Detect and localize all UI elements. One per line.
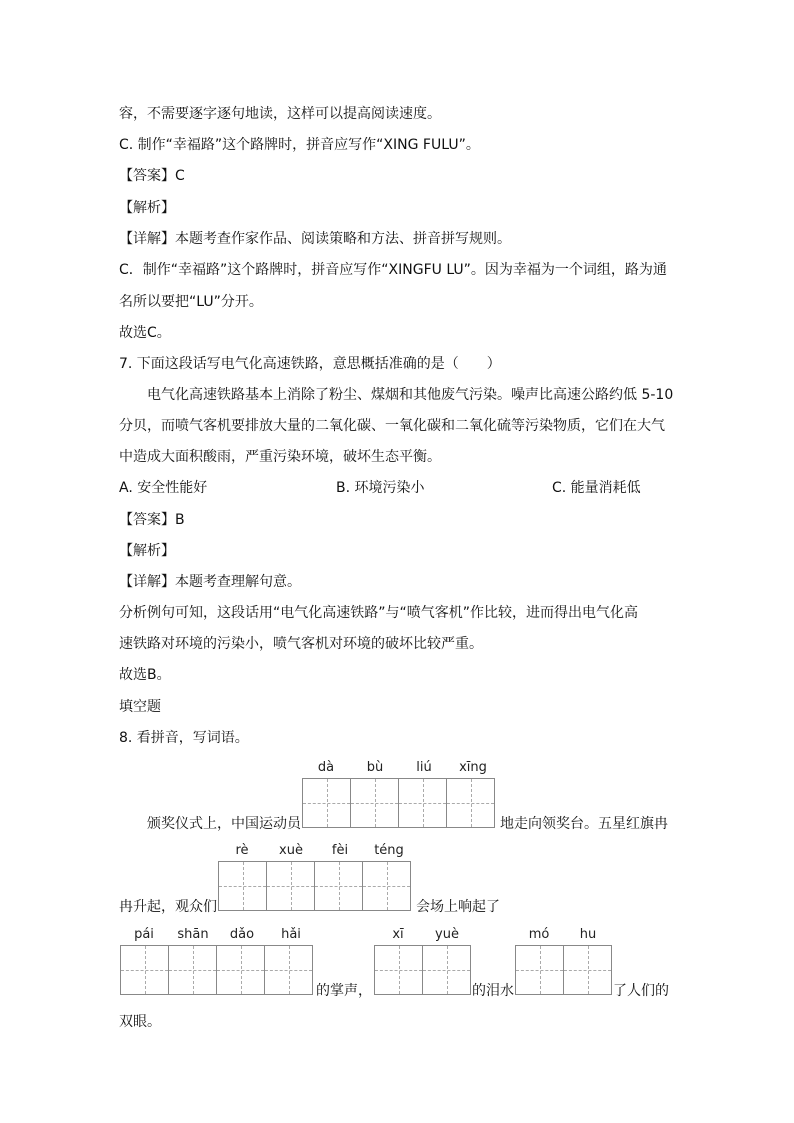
writing-cell[interactable] <box>351 779 399 827</box>
sentence-fragment: 的掌声， <box>316 983 372 999</box>
writing-cell[interactable] <box>399 779 447 827</box>
writing-cell[interactable] <box>363 862 411 910</box>
writing-cell[interactable] <box>219 862 267 910</box>
detail-line: 【详解】本题考查作家作品、阅读策略和方法、拼音拼写规则。 <box>119 231 511 247</box>
writing-cell[interactable] <box>267 862 315 910</box>
passage-line: 电气化高速铁路基本上消除了粉尘、煤烟和其他废气污染。噪声比高速公路约低 5-10 <box>147 387 674 403</box>
pinyin-label: xī <box>392 927 404 942</box>
pinyin-label: yuè <box>435 927 459 942</box>
conclusion-line: 故选C。 <box>119 325 171 341</box>
writing-cell[interactable] <box>447 779 495 827</box>
detail-line: 名所以要把“LU”分开。 <box>119 294 263 310</box>
sentence-fragment: 了人们的 <box>613 983 669 999</box>
writing-cell[interactable] <box>423 946 471 994</box>
pinyin-label: shān <box>177 927 209 942</box>
sentence-fragment: 冉升起，观众们 <box>119 899 217 915</box>
writing-grid[interactable] <box>515 945 612 995</box>
conclusion-line: 故选B。 <box>119 667 171 683</box>
detail-line: 分析例句可知，这段话用“电气化高速铁路”与“喷气客机”作比较，进而得出电气化高 <box>119 605 639 621</box>
sentence-fragment: 的泪水 <box>472 983 514 999</box>
writing-cell[interactable] <box>121 946 169 994</box>
question-7-title: 7. 下面这段话写电气化高速铁路，意思概括准确的是（ ） <box>119 356 501 372</box>
writing-cell[interactable] <box>265 946 313 994</box>
passage-line: 中造成大面积酸雨，严重污染环境，破坏生态平衡。 <box>119 449 441 465</box>
detail-line: C．制作“幸福路”这个路牌时，拼音应写作“XINGFU LU”。因为幸福为一个词组，路为通 <box>119 262 667 278</box>
option-a: A. 安全性能好 <box>119 480 208 496</box>
writing-cell[interactable] <box>375 946 423 994</box>
writing-cell[interactable] <box>303 779 351 827</box>
option-c: C. 能量消耗低 <box>552 480 641 496</box>
pinyin-label: mó <box>528 927 550 942</box>
pinyin-label: fèi <box>331 843 349 858</box>
pinyin-label: hǎi <box>281 927 301 942</box>
option-b: B. 环境污染小 <box>336 480 425 496</box>
pinyin-label: hu <box>579 927 597 942</box>
question-8-title: 8. 看拼音，写词语。 <box>119 730 249 746</box>
pinyin-label: pái <box>134 927 154 942</box>
writing-grid[interactable] <box>218 861 411 911</box>
pinyin-label: dǎo <box>229 927 255 942</box>
writing-cell[interactable] <box>315 862 363 910</box>
pinyin-label: xīng <box>459 760 487 775</box>
writing-grid[interactable] <box>374 945 471 995</box>
writing-cell[interactable] <box>516 946 564 994</box>
detail-line: 【详解】本题考查理解句意。 <box>119 574 301 590</box>
detail-line: 速铁路对环境的污染小，喷气客机对环境的破坏比较严重。 <box>119 636 483 652</box>
option-c-line: C. 制作“幸福路”这个路牌时，拼音应写作“XING FULU”。 <box>119 137 480 153</box>
pinyin-label: dà <box>317 760 335 775</box>
sentence-fragment: 地走向领奖台。五星红旗冉 <box>500 816 668 832</box>
answer-label: 【答案】B <box>119 512 185 528</box>
pinyin-label: liú <box>416 760 432 775</box>
writing-cell[interactable] <box>169 946 217 994</box>
analysis-label: 【解析】 <box>119 543 175 559</box>
text-line: 容，不需要逐字逐句地读，这样可以提高阅读速度。 <box>119 106 441 122</box>
sentence-fragment: 双眼。 <box>119 1014 161 1030</box>
pinyin-label: téng <box>374 843 404 858</box>
sentence-fragment: 颁奖仪式上，中国运动员 <box>147 816 301 832</box>
writing-grid[interactable] <box>302 778 495 828</box>
sentence-fragment: 会场上响起了 <box>416 899 500 915</box>
passage-line: 分贝，而喷气客机要排放大量的二氧化碳、一氧化碳和二氧化硫等污染物质，它们在大气 <box>119 418 665 434</box>
writing-cell[interactable] <box>564 946 612 994</box>
answer-label: 【答案】C <box>119 168 185 184</box>
pinyin-label: bù <box>366 760 384 775</box>
pinyin-label: xuè <box>279 843 303 858</box>
writing-grid[interactable] <box>120 945 313 995</box>
analysis-label: 【解析】 <box>119 200 175 216</box>
writing-cell[interactable] <box>217 946 265 994</box>
section-heading: 填空题 <box>119 699 161 715</box>
pinyin-label: rè <box>235 843 249 858</box>
